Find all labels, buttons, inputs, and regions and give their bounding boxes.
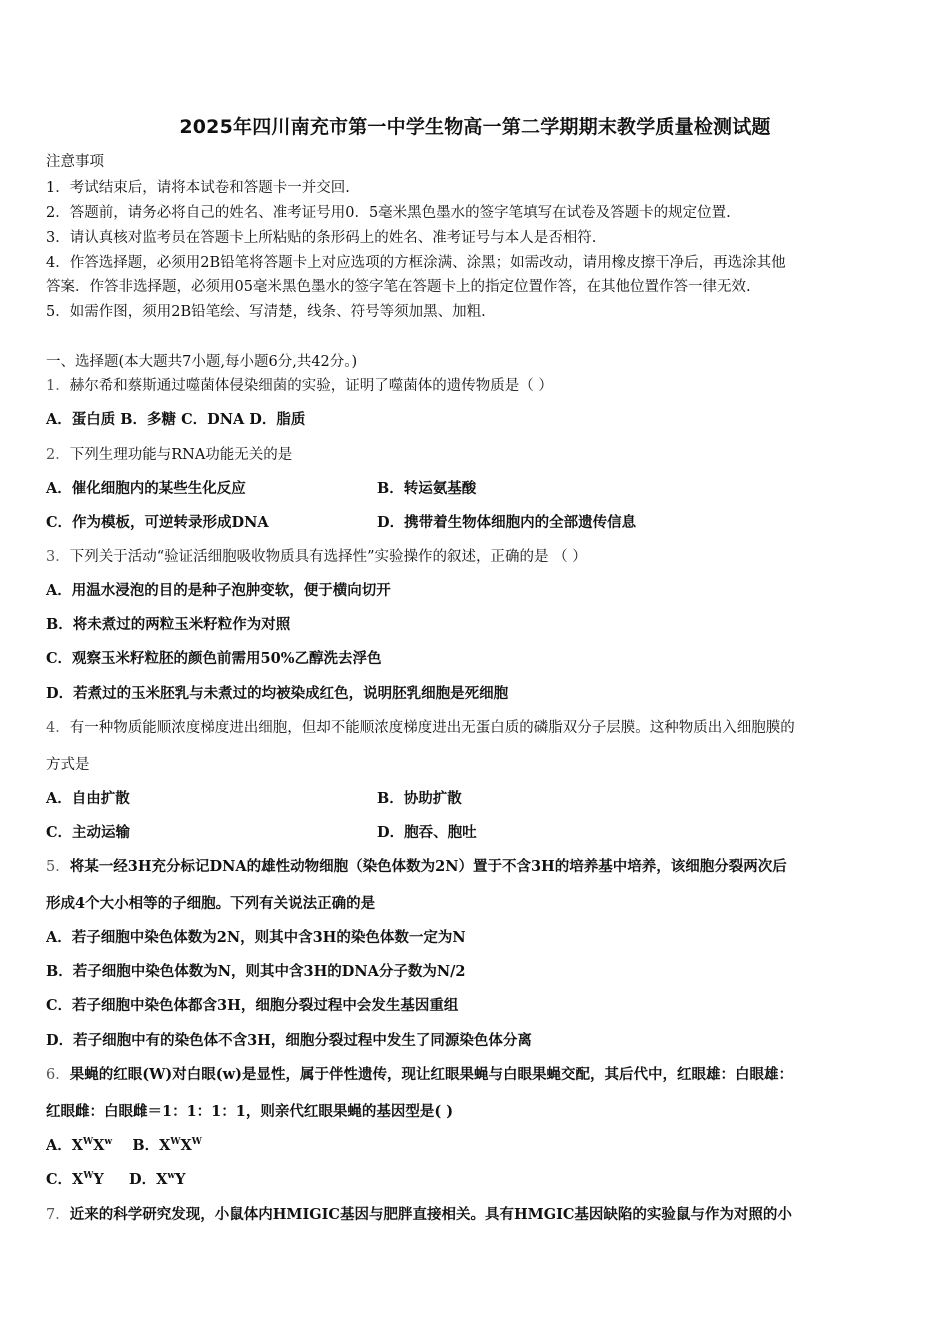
allele-sup: w [167,1171,176,1182]
notice-heading: 注意事项 [46,154,104,170]
question-1 [46,376,553,396]
question-4-stem-cont: 方式是 [46,757,90,773]
option-b: B．将未煮过的两粒玉米籽粒作为对照 [46,616,291,633]
question-stem: 下列关于活动“验证活细胞吸收物质具有选择性”实验操作的叙述，正确的是 （ ） [69,549,587,565]
option-a: A．催化细胞内的某些生化反应 [46,480,246,497]
option-d: D．若煮过的玉米胚乳与未煮过的均被染成红色，说明胚乳细胞是死细胞 [46,685,509,702]
allele-sup: w [104,1137,113,1148]
question-number: 5． [46,859,70,875]
question-1-options: A．蛋白质 B．多糖 C．DNA D．脂质 [46,411,306,428]
allele-sup: W [83,1171,94,1182]
notice-item-1: 1．考试结束后，请将本试卷和答题卡一并交回. [46,180,350,196]
option-b-label: B． [132,1137,160,1154]
option-c: C．观察玉米籽粒胚的颜色前需用50%乙醇洗去浮色 [46,650,382,667]
option-a-label: A． [46,1137,72,1154]
option-a: A．若子细胞中染色体数为2N，则其中含3H的染色体数一定为N [46,929,466,946]
genotype-base: X [72,1171,84,1188]
option-b: B．若子细胞中染色体数为N，则其中含3H的DNA分子数为N/2 [46,963,466,980]
genotype-base: X [159,1137,171,1154]
option-d: D．胞吞、胞吐 [377,824,477,841]
question-number: 3． [46,549,70,565]
option-c: C．若子细胞中染色体都含3H，细胞分裂过程中会发生基因重组 [46,997,459,1014]
allele-sup: W [170,1137,181,1148]
notice-item-5: 5．如需作图，须用2B铅笔绘、写清楚，线条、符号等须加黑、加粗. [46,304,486,320]
question-number: 2． [46,447,70,463]
question-5 [46,857,787,877]
page-title: 2025年四川南充市第一中学生物高一第二学期期末教学质量检测试题 [179,116,771,138]
option-d: D．若子细胞中有的染色体不含3H，细胞分裂过程中发生了同源染色体分离 [46,1032,532,1049]
question-number: 6． [46,1067,70,1083]
notice-item-4-cont: 答案．作答非选择题，必须用05毫米黑色墨水的签字笔在答题卡上的指定位置作答，在其他位置作答一律无效. [46,279,751,295]
question-2 [46,445,292,465]
question-number: 1． [46,378,70,394]
section-heading: 一、选择题(本大题共7小题,每小题6分,共42分。) [46,354,358,370]
question-7 [46,1205,792,1225]
notice-item-4: 4．作答选择题，必须用2B铅笔将答题卡上对应选项的方框涂满、涂黑；如需改动，请用橡皮擦干净后，再选涂其他 [46,255,786,271]
option-d: D．携带着生物体细胞内的全部遗传信息 [377,514,637,531]
question-stem: 下列生理功能与RNA功能无关的是 [69,447,293,463]
genotype-base: X [156,1171,168,1188]
notice-item-2: 2．答题前，请务必将自己的姓名、准考证号用0．5毫米黑色墨水的签字笔填写在试卷及答题卡的规定位置. [46,205,731,221]
genotype-tail: Y [175,1171,186,1188]
question-stem: 果蝇的红眼(W)对白眼(w)是显性，属于伴性遗传，现让红眼果蝇与白眼果蝇交配，其后代中，红眼雄：白眼雄： [69,1066,793,1083]
option-a: A．自由扩散 [46,790,130,807]
notice-item-3: 3．请认真核对监考员在答题卡上所粘贴的条形码上的姓名、准考证号与本人是否相符. [46,230,597,246]
question-number: 7． [46,1207,70,1223]
question-stem: 赫尔希和蔡斯通过噬菌体侵染细菌的实验，证明了噬菌体的遗传物质是（ ） [69,378,553,394]
option-a: A．用温水浸泡的目的是种子泡肿变软，便于横向切开 [46,582,391,599]
allele-sup: W [191,1137,202,1148]
option-b: B．转运氨基酸 [377,480,477,497]
allele-sup: W [83,1137,94,1148]
question-6-stem-cont: 红眼雌：白眼雌＝1：1：1：1，则亲代红眼果蝇的基因型是( ) [46,1103,454,1120]
question-4 [46,718,795,738]
question-number: 4． [46,720,70,736]
option-d-label: D． [129,1171,157,1188]
option-c-label: C． [46,1171,73,1188]
question-6-options-cd [46,1170,185,1190]
question-stem: 有一种物质能顺浓度梯度进出细胞，但却不能顺浓度梯度进出无蛋白质的磷脂双分子层膜。这种物质出入细胞膜的 [69,720,795,736]
genotype-base: X [93,1137,105,1154]
genotype-base: X [71,1137,84,1154]
question-6 [46,1065,793,1085]
option-c: C．作为模板，可逆转录形成DNA [46,514,269,531]
question-6-options-ab [46,1136,202,1156]
question-stem: 将某一经3H充分标记DNA的雄性动物细胞（染色体数为2N）置于不含3H的培养基中培养，该细胞分裂两次后 [69,858,787,875]
genotype-base: X [180,1137,192,1154]
option-c: C．主动运输 [46,824,131,841]
question-5-stem-cont: 形成4个大小相等的子细胞。下列有关说法正确的是 [46,895,376,912]
question-3 [46,547,587,567]
question-stem: 近来的科学研究发现，小鼠体内HMIGIC基因与肥胖直接相关。具有HMGIC基因缺陷的实验鼠与作为对照的小 [69,1206,792,1223]
option-b: B．协助扩散 [377,790,462,807]
genotype-tail: Y [93,1171,104,1188]
